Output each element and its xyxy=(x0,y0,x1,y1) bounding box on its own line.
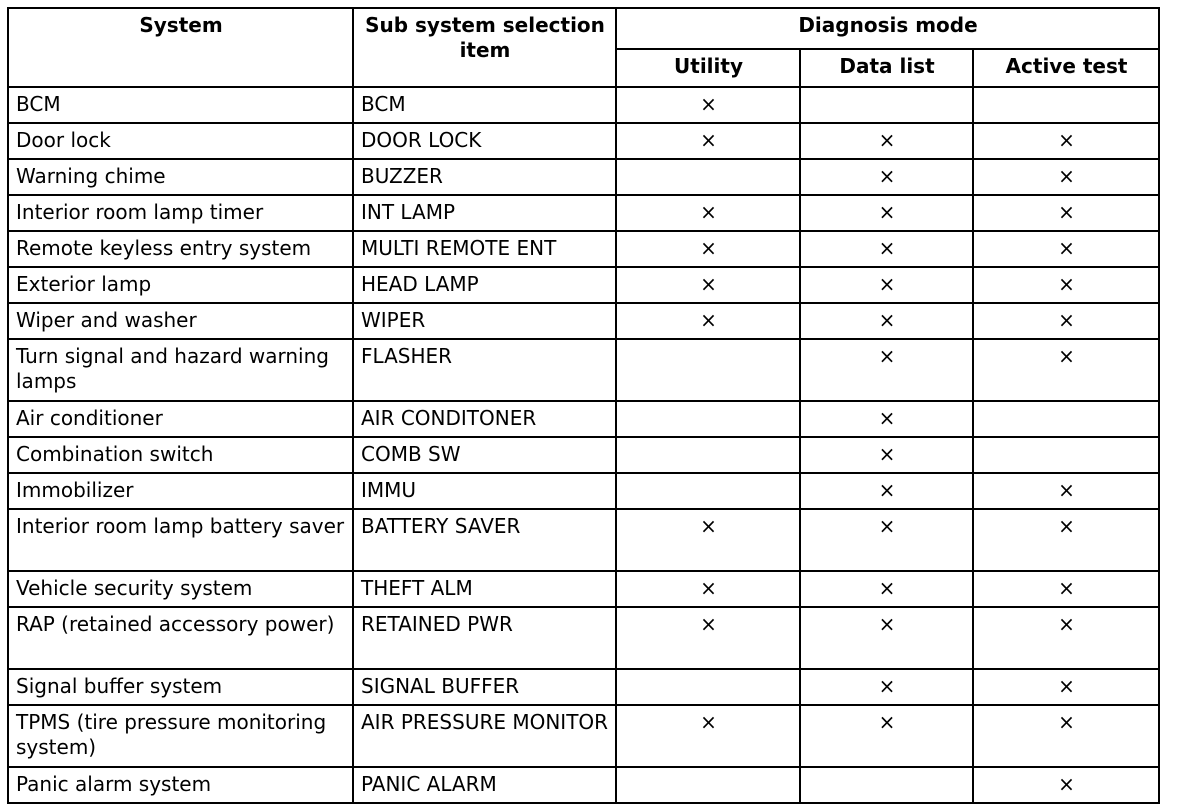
header-data-list: Data list xyxy=(800,49,973,87)
cell-system: Exterior lamp xyxy=(8,267,353,303)
cell-utility-mark: × xyxy=(616,705,800,767)
cell-active-test-mark: × xyxy=(973,195,1159,231)
cell-utility-mark xyxy=(616,767,800,803)
cell-active-test-mark: × xyxy=(973,267,1159,303)
table-row xyxy=(8,437,1159,473)
cell-data-list-mark: × xyxy=(800,267,973,303)
cell-data-list-mark: × xyxy=(800,571,973,607)
table-row xyxy=(8,669,1159,705)
cell-utility-mark: × xyxy=(616,231,800,267)
cell-utility-mark xyxy=(616,339,800,401)
cell-utility-mark xyxy=(616,669,800,705)
cell-utility-mark xyxy=(616,159,800,195)
cell-system: Turn signal and hazard warning lamps xyxy=(8,339,353,401)
cell-data-list-mark: × xyxy=(800,437,973,473)
cell-system: Interior room lamp timer xyxy=(8,195,353,231)
cell-utility-mark: × xyxy=(616,267,800,303)
cell-data-list-mark: × xyxy=(800,123,973,159)
table-row xyxy=(8,159,1159,195)
cell-active-test-mark: × xyxy=(973,303,1159,339)
cell-system: Door lock xyxy=(8,123,353,159)
cell-active-test-mark: × xyxy=(973,571,1159,607)
cell-system: Wiper and washer xyxy=(8,303,353,339)
cell-sub-system: SIGNAL BUFFER xyxy=(353,669,616,705)
cell-sub-system: DOOR LOCK xyxy=(353,123,616,159)
cell-data-list-mark: × xyxy=(800,509,973,571)
header-system: System xyxy=(8,8,353,87)
cell-active-test-mark: × xyxy=(973,231,1159,267)
table-row xyxy=(8,705,1159,767)
cell-utility-mark: × xyxy=(616,571,800,607)
cell-sub-system: MULTI REMOTE ENT xyxy=(353,231,616,267)
table-row xyxy=(8,571,1159,607)
cell-data-list-mark: × xyxy=(800,303,973,339)
cell-system: Vehicle security system xyxy=(8,571,353,607)
table-row xyxy=(8,509,1159,571)
cell-active-test-mark: × xyxy=(973,607,1159,669)
header-utility: Utility xyxy=(616,49,800,87)
cell-sub-system: THEFT ALM xyxy=(353,571,616,607)
cell-sub-system: HEAD LAMP xyxy=(353,267,616,303)
cell-data-list-mark xyxy=(800,767,973,803)
cell-data-list-mark: × xyxy=(800,159,973,195)
cell-system: Signal buffer system xyxy=(8,669,353,705)
cell-sub-system: BUZZER xyxy=(353,159,616,195)
cell-active-test-mark: × xyxy=(973,123,1159,159)
table-row xyxy=(8,87,1159,123)
table-row xyxy=(8,607,1159,669)
cell-utility-mark xyxy=(616,401,800,437)
cell-active-test-mark xyxy=(973,437,1159,473)
header-diagnosis-mode: Diagnosis mode xyxy=(616,8,1159,49)
table-row xyxy=(8,195,1159,231)
cell-sub-system: BATTERY SAVER xyxy=(353,509,616,571)
cell-utility-mark xyxy=(616,437,800,473)
cell-system: Air conditioner xyxy=(8,401,353,437)
table-row xyxy=(8,123,1159,159)
cell-system: Immobilizer xyxy=(8,473,353,509)
cell-utility-mark xyxy=(616,473,800,509)
header-active-test: Active test xyxy=(973,49,1159,87)
table-row xyxy=(8,401,1159,437)
cell-sub-system: RETAINED PWR xyxy=(353,607,616,669)
cell-active-test-mark: × xyxy=(973,669,1159,705)
cell-sub-system: COMB SW xyxy=(353,437,616,473)
table-header xyxy=(8,8,1159,87)
table-row xyxy=(8,267,1159,303)
cell-sub-system: AIR PRESSURE MONITOR xyxy=(353,705,616,767)
cell-sub-system: PANIC ALARM xyxy=(353,767,616,803)
table-row xyxy=(8,473,1159,509)
cell-active-test-mark xyxy=(973,87,1159,123)
cell-sub-system: INT LAMP xyxy=(353,195,616,231)
cell-active-test-mark xyxy=(973,401,1159,437)
cell-sub-system: FLASHER xyxy=(353,339,616,401)
cell-data-list-mark: × xyxy=(800,669,973,705)
cell-data-list-mark: × xyxy=(800,339,973,401)
cell-active-test-mark: × xyxy=(973,473,1159,509)
header-sub-system: Sub system selection item xyxy=(353,8,616,87)
cell-utility-mark: × xyxy=(616,87,800,123)
table-row xyxy=(8,231,1159,267)
cell-data-list-mark: × xyxy=(800,607,973,669)
diagnosis-mode-table xyxy=(7,7,1160,804)
cell-system: Panic alarm system xyxy=(8,767,353,803)
table-row xyxy=(8,303,1159,339)
cell-active-test-mark: × xyxy=(973,159,1159,195)
cell-system: Remote keyless entry system xyxy=(8,231,353,267)
cell-system: TPMS (tire pressure monitoring system) xyxy=(8,705,353,767)
cell-utility-mark: × xyxy=(616,303,800,339)
cell-sub-system: BCM xyxy=(353,87,616,123)
cell-active-test-mark: × xyxy=(973,767,1159,803)
cell-system: Warning chime xyxy=(8,159,353,195)
table-row xyxy=(8,339,1159,401)
cell-system: BCM xyxy=(8,87,353,123)
cell-sub-system: AIR CONDITONER xyxy=(353,401,616,437)
cell-system: RAP (retained accessory power) xyxy=(8,607,353,669)
cell-utility-mark: × xyxy=(616,123,800,159)
cell-sub-system: IMMU xyxy=(353,473,616,509)
cell-utility-mark: × xyxy=(616,195,800,231)
cell-data-list-mark: × xyxy=(800,473,973,509)
cell-data-list-mark: × xyxy=(800,705,973,767)
cell-system: Combination switch xyxy=(8,437,353,473)
cell-utility-mark: × xyxy=(616,607,800,669)
cell-active-test-mark: × xyxy=(973,705,1159,767)
cell-data-list-mark: × xyxy=(800,231,973,267)
cell-data-list-mark: × xyxy=(800,195,973,231)
cell-active-test-mark: × xyxy=(973,509,1159,571)
table-row xyxy=(8,767,1159,803)
cell-active-test-mark: × xyxy=(973,339,1159,401)
cell-data-list-mark xyxy=(800,87,973,123)
cell-system: Interior room lamp battery saver xyxy=(8,509,353,571)
cell-utility-mark: × xyxy=(616,509,800,571)
table-body xyxy=(8,87,1159,803)
cell-data-list-mark: × xyxy=(800,401,973,437)
cell-sub-system: WIPER xyxy=(353,303,616,339)
